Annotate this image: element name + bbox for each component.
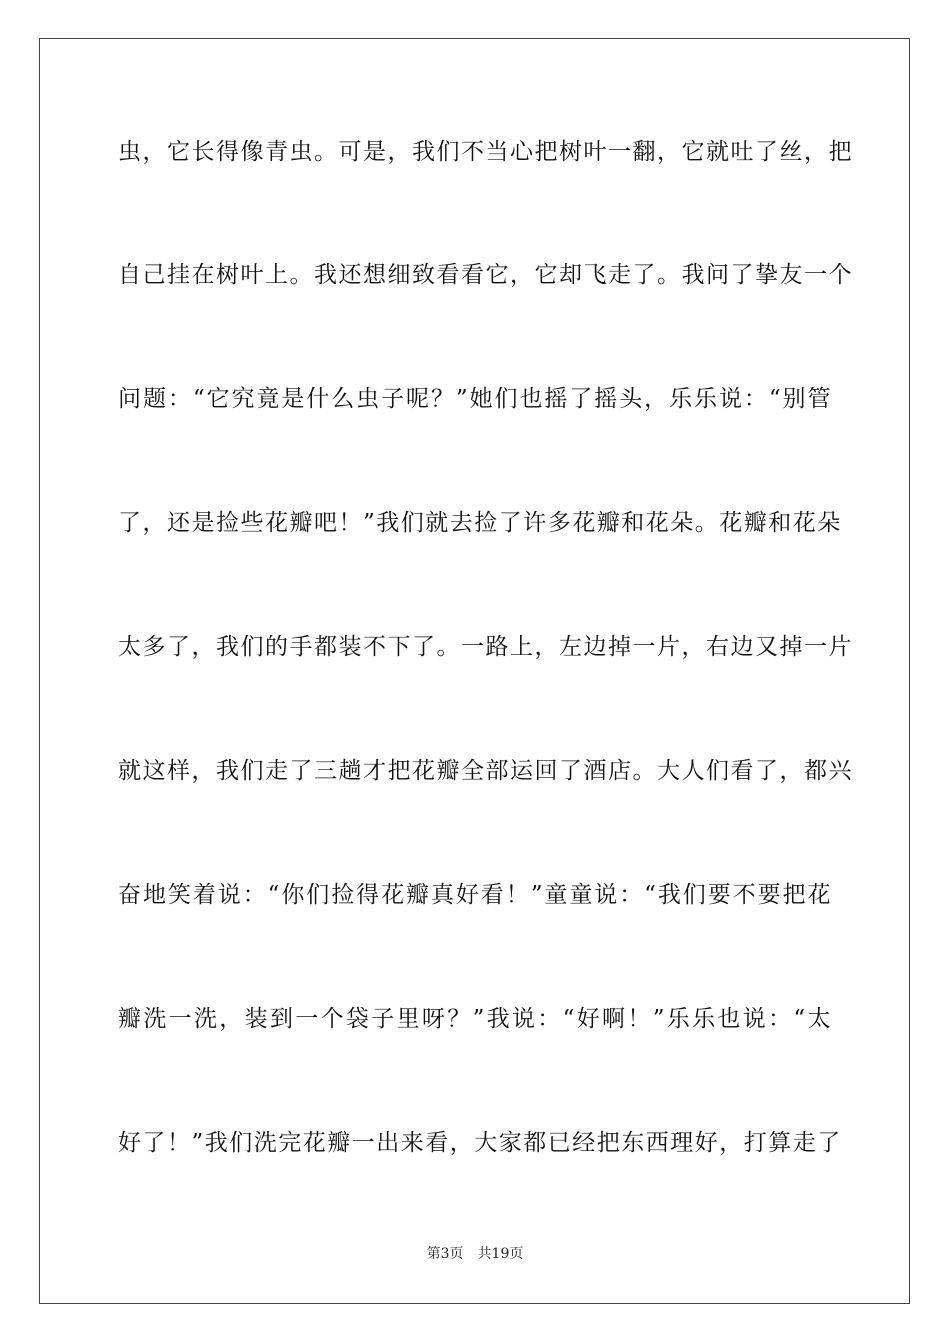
- body-text-line: 太多了，我们的手都装不下了。一路上，左边掉一片，右边又掉一片: [118, 634, 853, 660]
- body-text-line: 虫，它长得像青虫。可是，我们不当心把树叶一翻，它就吐了丝，把: [118, 139, 853, 165]
- page-footer: [0, 1245, 950, 1263]
- body-text-line: 奋地笑着说：“你们捡得花瓣真好看！”童童说：“我们要不要把花: [118, 882, 832, 908]
- page-total: 共19页: [477, 1246, 524, 1262]
- body-text-line: 了，还是捡些花瓣吧！”我们就去捡了许多花瓣和花朵。花瓣和花朵: [118, 510, 842, 536]
- page-number: 第3页: [426, 1246, 464, 1262]
- body-text-line: 自己挂在树叶上。我还想细致看看它，它却飞走了。我问了挚友一个: [118, 262, 853, 288]
- body-text-line: 瓣洗一洗，装到一个袋子里呀？”我说：“好啊！”乐乐也说：“太: [118, 1006, 832, 1032]
- body-text-line: 好了！”我们洗完花瓣一出来看，大家都已经把东西理好，打算走了: [118, 1130, 842, 1156]
- page-frame: [39, 38, 910, 1304]
- body-text-line: 问题：“它究竟是什么虫子呢？”她们也摇了摇头，乐乐说：“别管: [118, 386, 832, 412]
- body-text-line: 就这样，我们走了三趟才把花瓣全部运回了酒店。大人们看了，都兴: [118, 758, 853, 784]
